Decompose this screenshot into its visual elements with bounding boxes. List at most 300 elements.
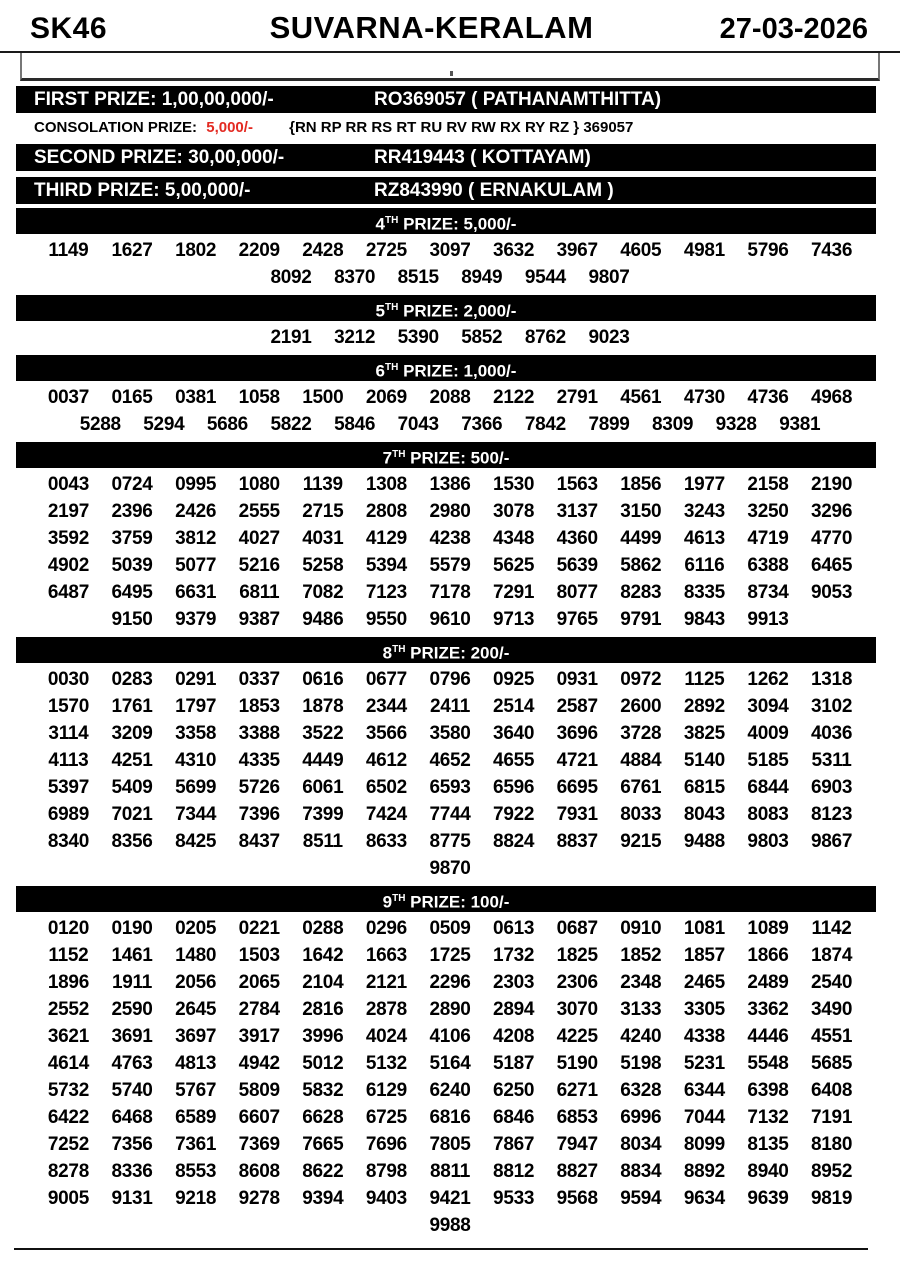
prize-number: 9150	[111, 609, 153, 630]
prize-number: 1081	[683, 918, 725, 939]
prize-number: 4614	[47, 1053, 89, 1074]
prize-number: 3812	[175, 528, 217, 549]
prize-number: 7366	[461, 414, 503, 435]
prize-number: 2587	[556, 696, 598, 717]
prize-number: 4981	[683, 240, 725, 261]
prize-number: 4338	[683, 1026, 725, 1047]
prize-number-row	[0, 606, 900, 633]
prize-number: 3243	[683, 501, 725, 522]
prize-number: 8083	[747, 804, 789, 825]
prize-number: 3094	[747, 696, 789, 717]
prize-number: 7191	[811, 1107, 853, 1128]
prize-number: 5740	[111, 1080, 153, 1101]
prize-number-row	[0, 828, 900, 855]
third-prize-bar	[16, 177, 876, 204]
prize-number: 2892	[683, 696, 725, 717]
second-prize-label: SECOND PRIZE: 30,00,000/-	[34, 147, 285, 168]
prize-number: 6250	[493, 1080, 535, 1101]
prize-number-row	[0, 237, 900, 264]
prize-number: 7805	[429, 1134, 471, 1155]
prize-number-row	[0, 855, 900, 882]
prize-number: 9870	[429, 858, 471, 879]
prize-number-row	[0, 801, 900, 828]
prize-number: 7922	[493, 804, 535, 825]
prize-number: 6468	[111, 1107, 153, 1128]
prize-number: 2725	[365, 240, 407, 261]
prize-number: 5699	[175, 777, 217, 798]
prize-number: 6695	[556, 777, 598, 798]
prize-number: 2784	[238, 999, 280, 1020]
prize-number: 2555	[238, 501, 280, 522]
prize-number: 8278	[47, 1161, 89, 1182]
prize-number-row	[0, 666, 900, 693]
prize-number: 8309	[652, 414, 694, 435]
prize-number: 3522	[302, 723, 344, 744]
prize-number: 8775	[429, 831, 471, 852]
prize-number: 8837	[556, 831, 598, 852]
prize-number-row	[0, 915, 900, 942]
prize-number: 0043	[47, 474, 89, 495]
prize-number: 9403	[365, 1188, 407, 1209]
prize-number: 8123	[811, 804, 853, 825]
prize-number: 8092	[270, 267, 312, 288]
prize-number: 6328	[620, 1080, 662, 1101]
prize-number: 0509	[429, 918, 471, 939]
prize-number: 5732	[47, 1080, 89, 1101]
prize-number: 1878	[302, 696, 344, 717]
prize-number: 5231	[683, 1053, 725, 1074]
prize-number: 0283	[111, 669, 153, 690]
prize-number: 1152	[48, 945, 89, 966]
prize-number: 2808	[365, 501, 407, 522]
prize-number: 6989	[47, 804, 89, 825]
prize-number: 4360	[556, 528, 598, 549]
prize-number: 2894	[493, 999, 535, 1020]
prize-number-row	[0, 996, 900, 1023]
prize-number: 4446	[747, 1026, 789, 1047]
prize-number: 2190	[811, 474, 853, 495]
prize-number: 9610	[429, 609, 471, 630]
prize-number: 3078	[493, 501, 535, 522]
prize-number: 7899	[588, 414, 630, 435]
prize-number: 6853	[556, 1107, 598, 1128]
prize-number: 5039	[111, 555, 153, 576]
prize-number: 1461	[111, 945, 153, 966]
prize-number: 1857	[683, 945, 725, 966]
prize-number: 4968	[811, 387, 853, 408]
prize-number: 1797	[175, 696, 217, 717]
prize-number: 1874	[811, 945, 853, 966]
prize-number: 0337	[238, 669, 280, 690]
prize-number: 4251	[111, 750, 153, 771]
prize-number: 7369	[238, 1134, 280, 1155]
prize-number: 5187	[493, 1053, 535, 1074]
prize-number: 1262	[747, 669, 789, 690]
prize-number: 4240	[620, 1026, 662, 1047]
prize-number: 1308	[365, 474, 407, 495]
prize-number: 0995	[175, 474, 217, 495]
prize-number: 9819	[811, 1188, 853, 1209]
prize-number: 7021	[111, 804, 153, 825]
prize-number: 5852	[461, 327, 503, 348]
prize-number: 8762	[524, 327, 566, 348]
prize-number: 5185	[747, 750, 789, 771]
prize-number-row	[0, 264, 900, 291]
prize-number: 8892	[683, 1161, 725, 1182]
prize-number: 5311	[811, 750, 852, 771]
prize-number: 1530	[493, 474, 535, 495]
prize-number: 8335	[683, 582, 725, 603]
prize-number: 8283	[620, 582, 662, 603]
prize-number: 2344	[365, 696, 407, 717]
prize-number: 1058	[238, 387, 280, 408]
prize-number-row	[0, 498, 900, 525]
prize-number: 8437	[238, 831, 280, 852]
prize-number: 8608	[238, 1161, 280, 1182]
prize-number: 6388	[747, 555, 789, 576]
prize-number: 9765	[556, 609, 598, 630]
prize-number: 9568	[556, 1188, 598, 1209]
prize-number: 1642	[302, 945, 344, 966]
prize-number: 4605	[620, 240, 662, 261]
prize-number: 9544	[524, 267, 566, 288]
prize-number: 5258	[302, 555, 344, 576]
prize-number: 2348	[620, 972, 662, 993]
prize-number: 8940	[747, 1161, 789, 1182]
prize-number: 4036	[811, 723, 853, 744]
prize-number: 4238	[429, 528, 471, 549]
prize-number: 4942	[238, 1053, 280, 1074]
prize-number: 4770	[811, 528, 853, 549]
prize-number: 4449	[302, 750, 344, 771]
prize-number: 9913	[747, 609, 789, 630]
prize-number: 6815	[683, 777, 725, 798]
prize-sections	[0, 208, 900, 1239]
prize-number: 6465	[811, 555, 853, 576]
prize-number: 1911	[112, 972, 153, 993]
prize-number: 1149	[48, 240, 89, 261]
prize-number: 2122	[493, 387, 535, 408]
prize-number: 3696	[556, 723, 598, 744]
prize-number: 0296	[365, 918, 407, 939]
prize-number-row	[0, 969, 900, 996]
prize-number: 8633	[365, 831, 407, 852]
prize-number: 9988	[429, 1215, 471, 1236]
prize-number: 3996	[302, 1026, 344, 1047]
consolation-label: CONSOLATION PRIZE:	[34, 119, 198, 136]
prize-number-row	[0, 774, 900, 801]
prize-number: 2426	[175, 501, 217, 522]
third-prize-winner: RZ843990 ( ERNAKULAM )	[374, 180, 614, 201]
prize-number: 6408	[811, 1080, 853, 1101]
prize-number: 9053	[811, 582, 853, 603]
prize-number: 8099	[683, 1134, 725, 1155]
prize-number: 6129	[365, 1080, 407, 1101]
prize-number: 9486	[302, 609, 344, 630]
prize-number: 1570	[47, 696, 89, 717]
prize-number: 6344	[683, 1080, 725, 1101]
prize-number: 8811	[429, 1161, 471, 1182]
prize-number: 2552	[47, 999, 89, 1020]
prize-number: 3114	[48, 723, 89, 744]
prize-number: 7082	[302, 582, 344, 603]
prize-number: 9639	[747, 1188, 789, 1209]
prize-number: 4730	[683, 387, 725, 408]
bottom-divider	[14, 1248, 868, 1250]
prize-section-header-5th: 5TH PRIZE: 2,000/-	[16, 295, 876, 321]
prize-number: 6903	[811, 777, 853, 798]
prize-number: 3250	[747, 501, 789, 522]
prize-number: 1080	[238, 474, 280, 495]
prize-number: 1503	[238, 945, 280, 966]
first-prize-label: FIRST PRIZE: 1,00,00,000/-	[34, 89, 274, 110]
prize-number: 4113	[48, 750, 89, 771]
prize-number-row	[0, 1023, 900, 1050]
prize-number-row	[0, 384, 900, 411]
prize-number-row	[0, 1104, 900, 1131]
prize-number: 2540	[811, 972, 853, 993]
prize-number: 9421	[429, 1188, 471, 1209]
prize-number: 9713	[493, 609, 535, 630]
prize-number: 2069	[365, 387, 407, 408]
prize-section-header-4th: 4TH PRIZE: 5,000/-	[16, 208, 876, 234]
prize-number: 3580	[429, 723, 471, 744]
prize-section-header-7th: 7TH PRIZE: 500/-	[16, 442, 876, 468]
prize-number: 8135	[747, 1134, 789, 1155]
prize-number: 3632	[493, 240, 535, 261]
prize-number: 1852	[620, 945, 662, 966]
prize-number: 6816	[429, 1107, 471, 1128]
prize-number: 9488	[683, 831, 725, 852]
prize-number: 0616	[302, 669, 344, 690]
prize-number: 0972	[620, 669, 662, 690]
prize-number: 2303	[493, 972, 535, 993]
prize-number: 2514	[493, 696, 535, 717]
prize-number: 3592	[47, 528, 89, 549]
prize-number: 5409	[111, 777, 153, 798]
prize-number: 8949	[461, 267, 503, 288]
prize-number: 0291	[175, 669, 217, 690]
prize-number: 8077	[556, 582, 598, 603]
prize-number: 9023	[588, 327, 630, 348]
prize-number: 1866	[747, 945, 789, 966]
prize-number: 5548	[747, 1053, 789, 1074]
prize-number: 2411	[429, 696, 471, 717]
second-prize-winner: RR419443 ( KOTTAYAM)	[374, 147, 591, 168]
prize-number: 2600	[620, 696, 662, 717]
prize-number: 3150	[620, 501, 662, 522]
prize-number: 1139	[302, 474, 343, 495]
prize-number-row	[0, 1131, 900, 1158]
prize-number: 3640	[493, 723, 535, 744]
blank-box	[20, 53, 880, 81]
prize-number: 5190	[556, 1053, 598, 1074]
prize-number: 1627	[111, 240, 153, 261]
prize-number: 1663	[365, 945, 407, 966]
prize-number: 6996	[620, 1107, 662, 1128]
prize-number: 7252	[47, 1134, 89, 1155]
prize-number: 6116	[684, 555, 725, 576]
prize-number: 8034	[620, 1134, 662, 1155]
prize-number: 4024	[365, 1026, 407, 1047]
prize-number: 6846	[493, 1107, 535, 1128]
prize-number: 1386	[429, 474, 471, 495]
prize-number: 8834	[620, 1161, 662, 1182]
prize-number: 2306	[556, 972, 598, 993]
prize-number: 1802	[175, 240, 217, 261]
prize-number: 9594	[620, 1188, 662, 1209]
prize-number: 6271	[556, 1080, 598, 1101]
prize-number: 3097	[429, 240, 471, 261]
prize-number: 2590	[111, 999, 153, 1020]
prize-number: 4208	[493, 1026, 535, 1047]
prize-number: 6725	[365, 1107, 407, 1128]
prize-number: 9379	[175, 609, 217, 630]
prize-number: 3296	[811, 501, 853, 522]
prize-number: 1500	[302, 387, 344, 408]
prize-number: 3212	[334, 327, 376, 348]
prize-number: 1896	[47, 972, 89, 993]
prize-number: 5822	[270, 414, 312, 435]
prize-number: 8734	[747, 582, 789, 603]
prize-number: 7396	[238, 804, 280, 825]
prize-number: 6240	[429, 1080, 471, 1101]
prize-number: 4655	[493, 750, 535, 771]
prize-number: 0190	[111, 918, 153, 939]
prize-number: 9005	[47, 1188, 89, 1209]
prize-number: 3759	[111, 528, 153, 549]
prize-number: 1725	[429, 945, 471, 966]
prize-number: 9394	[302, 1188, 344, 1209]
prize-number: 0925	[493, 669, 535, 690]
prize-number: 5140	[683, 750, 725, 771]
prize-number: 1125	[684, 669, 725, 690]
prize-number: 6607	[238, 1107, 280, 1128]
prize-number: 7424	[365, 804, 407, 825]
prize-number: 2088	[429, 387, 471, 408]
prize-number: 7842	[524, 414, 566, 435]
prize-number: 6589	[175, 1107, 217, 1128]
prize-number: 4721	[556, 750, 598, 771]
prize-number: 1142	[811, 918, 852, 939]
prize-number: 7436	[811, 240, 853, 261]
prize-number: 8952	[811, 1161, 853, 1182]
prize-number: 6811	[239, 582, 280, 603]
prize-number-row	[0, 1050, 900, 1077]
prize-number: 0165	[111, 387, 153, 408]
prize-number: 9843	[683, 609, 725, 630]
prize-number: 3209	[111, 723, 153, 744]
prize-number: 6061	[302, 777, 344, 798]
prize-number: 9215	[620, 831, 662, 852]
prize-section-header-8th: 8TH PRIZE: 200/-	[16, 637, 876, 663]
prize-number: 0288	[302, 918, 344, 939]
prize-number: 1825	[556, 945, 598, 966]
first-prize-winner: RO369057 ( PATHANAMTHITTA)	[374, 89, 662, 110]
prize-number: 8515	[397, 267, 439, 288]
prize-number: 5625	[493, 555, 535, 576]
prize-number: 8370	[334, 267, 376, 288]
prize-number: 2791	[556, 387, 598, 408]
prize-number: 6593	[429, 777, 471, 798]
prize-number: 0931	[556, 669, 598, 690]
prize-number: 9278	[238, 1188, 280, 1209]
prize-number: 0724	[111, 474, 153, 495]
prize-number: 5198	[620, 1053, 662, 1074]
prize-number: 1853	[238, 696, 280, 717]
prize-number: 5796	[747, 240, 789, 261]
prize-number-row	[0, 720, 900, 747]
prize-number: 4813	[175, 1053, 217, 1074]
prize-number: 1480	[175, 945, 217, 966]
prize-number: 3358	[175, 723, 217, 744]
prize-number: 7361	[175, 1134, 217, 1155]
prize-number: 0910	[620, 918, 662, 939]
prize-number: 9803	[747, 831, 789, 852]
prize-number: 0030	[47, 669, 89, 690]
consolation-row	[0, 116, 900, 140]
prize-number: 4551	[811, 1026, 853, 1047]
prize-number: 5394	[365, 555, 407, 576]
prize-number: 7043	[397, 414, 439, 435]
prize-number: 8622	[302, 1161, 344, 1182]
prize-number: 3137	[556, 501, 598, 522]
prize-number-row	[0, 552, 900, 579]
prize-number: 6596	[493, 777, 535, 798]
prize-number: 4561	[620, 387, 662, 408]
prize-number: 8356	[111, 831, 153, 852]
prize-number: 5767	[175, 1080, 217, 1101]
prize-number: 7044	[683, 1107, 725, 1128]
prize-number-row	[0, 693, 900, 720]
prize-number: 2465	[683, 972, 725, 993]
prize-number-row	[0, 1158, 900, 1185]
prize-number: 5077	[175, 555, 217, 576]
prize-number: 3388	[238, 723, 280, 744]
prize-number: 5862	[620, 555, 662, 576]
prize-number: 5686	[206, 414, 248, 435]
prize-number: 7867	[493, 1134, 535, 1155]
prize-number: 2980	[429, 501, 471, 522]
prize-number: 8824	[493, 831, 535, 852]
prize-number: 7931	[556, 804, 598, 825]
prize-number: 9791	[620, 609, 662, 630]
prize-number: 3102	[811, 696, 853, 717]
draw-date: 27-03-2026	[719, 13, 868, 45]
prize-section-header-9th: 9TH PRIZE: 100/-	[16, 886, 876, 912]
prize-number: 8553	[175, 1161, 217, 1182]
prize-number: 8033	[620, 804, 662, 825]
prize-number: 1732	[493, 945, 535, 966]
prize-number: 0120	[47, 918, 89, 939]
prize-number: 7665	[302, 1134, 344, 1155]
prize-number: 0381	[175, 387, 217, 408]
prize-number: 7947	[556, 1134, 598, 1155]
prize-number: 6502	[365, 777, 407, 798]
header	[0, 6, 900, 48]
third-prize-label: THIRD PRIZE: 5,00,000/-	[34, 180, 251, 201]
prize-number: 3566	[365, 723, 407, 744]
prize-number: 1563	[556, 474, 598, 495]
prize-number: 7178	[429, 582, 471, 603]
page-title: SUVARNA-KERALAM	[269, 10, 594, 45]
stray-mark	[450, 71, 453, 76]
prize-number: 4027	[238, 528, 280, 549]
prize-number: 7744	[429, 804, 471, 825]
prize-number: 9387	[238, 609, 280, 630]
prize-number: 8798	[365, 1161, 407, 1182]
prize-number: 2396	[111, 501, 153, 522]
